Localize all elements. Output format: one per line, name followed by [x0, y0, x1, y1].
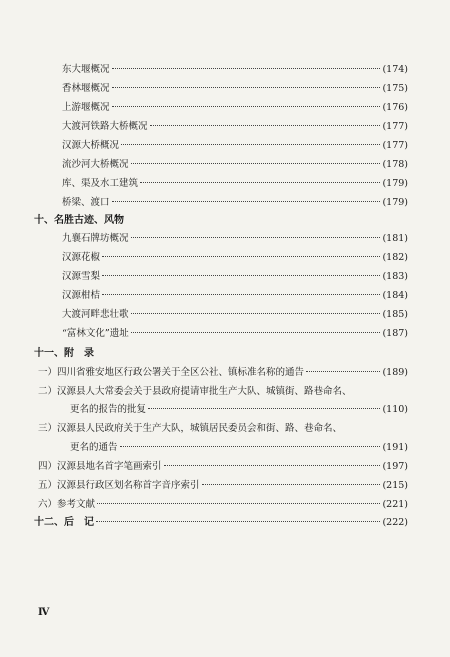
page-number-marker: Ⅳ	[38, 607, 50, 618]
toc-entry-label: “富林文化”遗址	[62, 328, 129, 339]
toc-entry	[38, 386, 408, 398]
toc-entry	[62, 197, 408, 209]
toc-page-number: (174)	[382, 64, 408, 75]
toc-entry	[62, 178, 408, 190]
leader-dots	[306, 370, 380, 372]
toc-entry-label: 汉源柑桔	[62, 290, 101, 301]
toc-entry-label: 十、名胜古迹、风物	[34, 215, 124, 226]
toc-entry	[34, 517, 408, 529]
toc-page-number: (185)	[382, 309, 408, 320]
toc-page-number: (178)	[382, 159, 408, 170]
toc-entry	[62, 64, 408, 76]
toc-entry-label: 汉源大桥概况	[62, 140, 120, 151]
leader-dots	[131, 236, 381, 238]
toc-entry-label: 二）汉源县人大常委会关于县政府提请审批生产大队、城镇街、路巷命名、	[38, 386, 352, 397]
toc-entry-label: 汉源雪梨	[62, 271, 101, 282]
toc-entry-label: 流沙河大桥概况	[62, 159, 129, 170]
toc-entry	[62, 159, 408, 171]
leader-dots	[202, 483, 381, 485]
toc-entry-label: 四）汉源县地名首字笔画索引	[38, 461, 162, 472]
toc-page-number: (184)	[382, 290, 408, 301]
toc-page-number: (177)	[382, 121, 408, 132]
toc-entry-label: 大渡河铁路大桥概况	[62, 121, 148, 132]
leader-dots	[164, 464, 381, 466]
toc-page-number: (181)	[382, 233, 408, 244]
toc-entry-label: 五）汉源县行政区划名称首字音序索引	[38, 480, 200, 491]
toc-entry	[38, 461, 408, 473]
leader-dots	[102, 255, 380, 257]
leader-dots	[120, 445, 381, 447]
toc-entry-label: 桥梁、渡口	[62, 197, 110, 208]
toc-entry-label: 香林堰概况	[62, 83, 110, 94]
leader-dots	[121, 143, 380, 145]
leader-dots	[150, 124, 381, 126]
toc-page-number: (191)	[382, 442, 408, 453]
toc-page-number: (179)	[382, 178, 408, 189]
toc-page-number: (179)	[382, 197, 408, 208]
toc-page-number: (183)	[382, 271, 408, 282]
toc-entry-label: 九襄石牌坊概况	[62, 233, 129, 244]
toc-entry	[62, 290, 408, 302]
toc-page-number: (222)	[382, 517, 408, 528]
leader-dots	[97, 502, 380, 504]
toc-entry	[38, 480, 408, 492]
toc-entry-label: 三）汉源县人民政府关于生产大队，城镇居民委员会和街、路、巷命名、	[38, 423, 343, 434]
leader-dots	[112, 105, 381, 107]
leader-dots	[102, 274, 380, 276]
toc-entry-label: 大渡河畔悲壮歌	[62, 309, 129, 320]
toc-entry	[62, 140, 408, 152]
toc-entry-label: 更名的通告	[70, 442, 118, 453]
toc-entry	[62, 83, 408, 95]
leader-dots	[131, 162, 381, 164]
toc-page-number: (175)	[382, 83, 408, 94]
toc-entry	[70, 442, 408, 454]
toc-page-number: (110)	[382, 404, 408, 415]
toc-entry	[70, 404, 408, 416]
leader-dots	[102, 293, 380, 295]
toc-entry-label: 更名的报告的批复	[70, 404, 147, 415]
toc-entry	[62, 121, 408, 133]
toc-section-heading	[34, 215, 408, 227]
leader-dots	[148, 407, 380, 409]
toc-page-number: (176)	[382, 102, 408, 113]
leader-dots	[131, 312, 381, 314]
toc-entry	[62, 102, 408, 114]
leader-dots	[112, 200, 381, 202]
toc-page-number: (215)	[382, 480, 408, 491]
leader-dots	[140, 181, 380, 183]
toc-entry	[62, 309, 408, 321]
toc-entry-label: 库、渠及水工建筑	[62, 178, 139, 189]
toc-entry-label: 汉源花椒	[62, 252, 101, 263]
toc-entry-label: 一）四川省雅安地区行政公署关于全区公社、镇标准名称的通告	[38, 367, 305, 378]
toc-entry	[62, 252, 408, 264]
toc-entry	[62, 271, 408, 283]
toc-page-number: (187)	[382, 328, 408, 339]
toc-page-number: (197)	[382, 461, 408, 472]
toc-page-number: (182)	[382, 252, 408, 263]
toc-page-number: (189)	[382, 367, 408, 378]
toc-entry	[38, 423, 408, 435]
toc-entry-label: 东大堰概况	[62, 64, 110, 75]
toc-entry-label: 六）参考文献	[38, 499, 96, 510]
leader-dots	[112, 86, 381, 88]
toc-entry	[38, 499, 408, 511]
toc-section-heading	[34, 348, 408, 360]
leader-dots	[96, 520, 380, 522]
toc-entry	[62, 233, 408, 245]
toc-page-number: (177)	[382, 140, 408, 151]
toc-entry-label: 十一、附 录	[34, 348, 94, 359]
toc-entry-label: 上游堰概况	[62, 102, 110, 113]
toc-entry-label: 十二、后 记	[34, 517, 94, 528]
toc-entry	[62, 328, 408, 340]
leader-dots	[131, 331, 381, 333]
leader-dots	[112, 67, 381, 69]
toc-page-number: (221)	[382, 499, 408, 510]
toc-entry	[38, 367, 408, 379]
